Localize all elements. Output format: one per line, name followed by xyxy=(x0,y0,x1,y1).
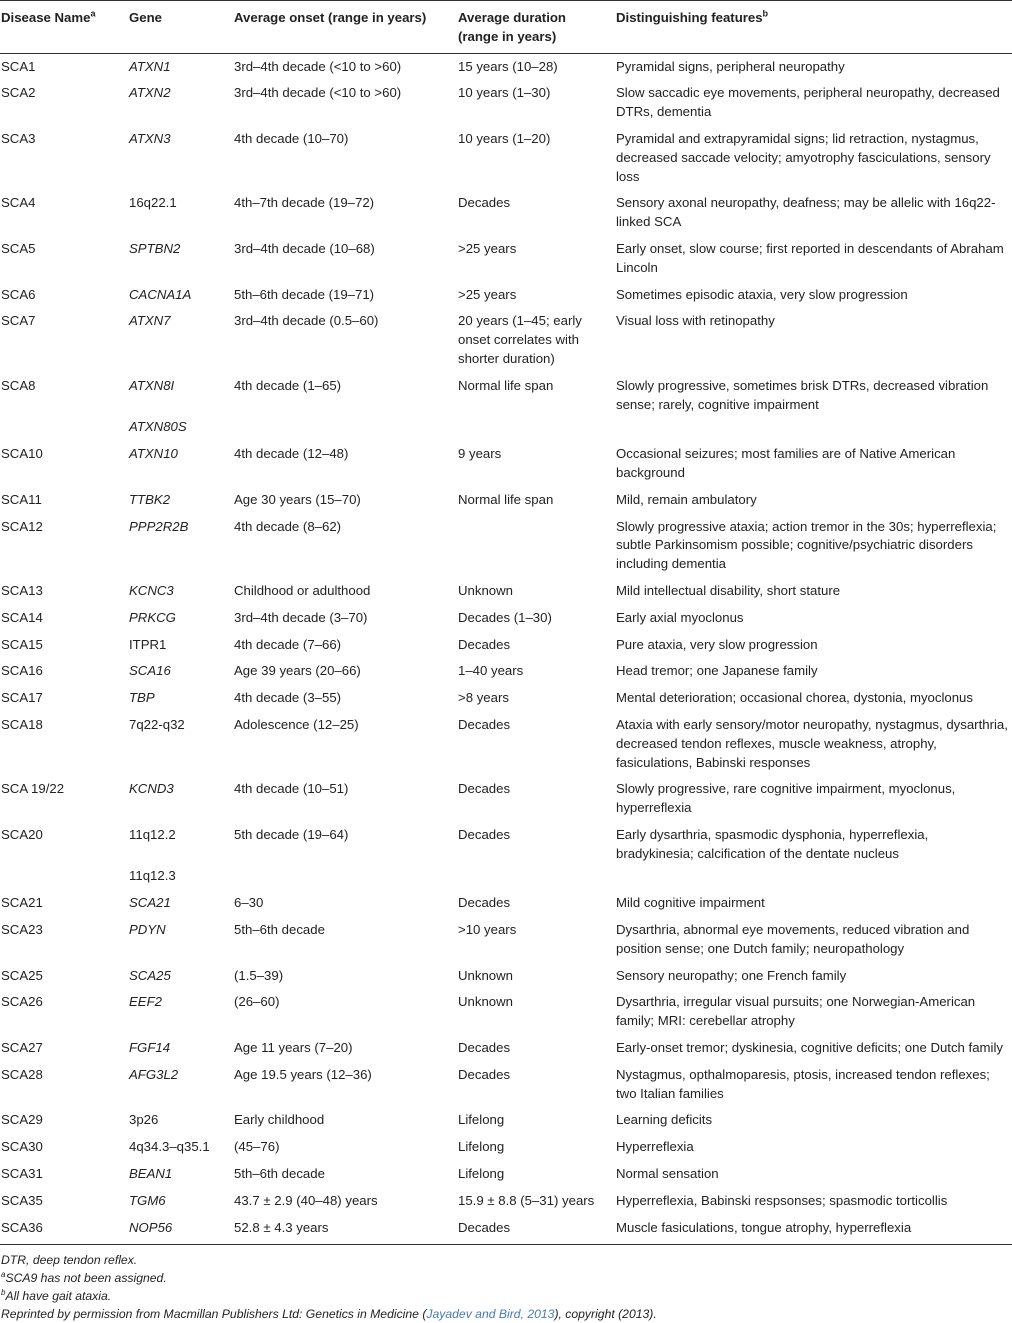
cell-onset: 5th–6th decade xyxy=(234,922,325,938)
cell-disease: SCA26 xyxy=(1,994,43,1010)
footnote-marker-b: b xyxy=(762,8,769,19)
cell-features: Sometimes episodic ataxia, very slow progression xyxy=(616,286,908,302)
cell-duration: >25 years xyxy=(458,240,517,256)
cell-onset: 4th decade (1–65) xyxy=(234,377,342,393)
cell-onset: Early childhood xyxy=(234,1112,325,1128)
cell-disease: SCA23 xyxy=(1,922,43,938)
footnote-reprint: Reprinted by permission from Macmillan Publishers Ltd: Genetics in Medicine (Jayadev and Bird, 2013), copyright (2013). xyxy=(1,1307,657,1322)
cell-features: Dysarthria, irregular visual pursuits; one Norwegian-American family; MRI: cerebellar atrophy xyxy=(616,994,976,1029)
table-row xyxy=(0,658,1012,685)
cell-onset: 3rd–4th decade (<10 to >60) xyxy=(234,58,402,74)
cell-gene: SPTBN2 xyxy=(129,240,181,256)
cell-gene: ATXN1 xyxy=(129,58,171,74)
cell-disease: SCA15 xyxy=(1,636,43,652)
cell-gene: ATXN80S xyxy=(129,419,187,435)
cell-gene: ATXN8I xyxy=(129,377,175,393)
table-body xyxy=(0,53,1012,1245)
citation-link[interactable]: Jayadev and Bird, 2013 xyxy=(426,1307,555,1322)
cell-features: Hyperreflexia xyxy=(616,1139,694,1155)
cell-features: Mild intellectual disability, short stature xyxy=(616,582,841,598)
cell-gene: 4q34.3–q35.1 xyxy=(129,1139,210,1155)
cell-features: Early onset, slow course; first reported in descendants of Abraham Lincoln xyxy=(616,240,1004,275)
cell-disease: SCA29 xyxy=(1,1112,43,1128)
cell-duration: 15 years (10–28) xyxy=(458,58,558,74)
cell-duration: Decades xyxy=(458,1040,511,1056)
cell-duration: Lifelong xyxy=(458,1112,505,1128)
cell-features: Head tremor; one Japanese family xyxy=(616,663,818,679)
table-row xyxy=(0,776,1012,822)
cell-onset: 5th–6th decade (19–71) xyxy=(234,286,375,302)
table-row xyxy=(0,1161,1012,1188)
cell-duration: Lifelong xyxy=(458,1139,505,1155)
cell-gene: PRKCG xyxy=(129,609,176,625)
cell-onset: 4th decade (7–66) xyxy=(234,636,342,652)
cell-features: Mental deterioration; occasional chorea, dystonia, myoclonus xyxy=(616,690,973,706)
cell-duration: Decades xyxy=(458,781,511,797)
cell-onset: (1.5–39) xyxy=(234,967,284,983)
cell-duration: Unknown xyxy=(458,994,513,1010)
cell-gene: KCND3 xyxy=(129,781,174,797)
cell-onset: 4th decade (8–62) xyxy=(234,518,342,534)
footnote-marker-a: a xyxy=(90,8,96,19)
cell-duration: Decades xyxy=(454,1215,612,1245)
cell-disease: SCA7 xyxy=(1,313,36,329)
cell-gene: BEAN1 xyxy=(129,1166,173,1182)
cell-disease: SCA10 xyxy=(1,446,43,462)
header-gene: Gene xyxy=(123,1,230,54)
cell-duration: Decades xyxy=(458,636,511,652)
header-row xyxy=(0,1,1012,54)
table-row xyxy=(0,685,1012,712)
cell-features: Mild cognitive impairment xyxy=(616,895,765,911)
cell-disease: SCA14 xyxy=(1,609,43,625)
footnote-b: $^b$All have gait ataxia. xyxy=(1,1288,112,1304)
table-row xyxy=(0,1134,1012,1161)
table-row xyxy=(0,712,1012,776)
header-features: Distinguishing features$^b$ xyxy=(612,1,1012,54)
cell-onset: Age 30 years (15–70) xyxy=(234,491,361,507)
cell-disease xyxy=(0,418,123,441)
cell-disease: SCA 19/22 xyxy=(1,781,65,797)
cell-gene: ATXN3 xyxy=(129,130,171,146)
cell-features: Dysarthria, abnormal eye movements, reduced vibration and position sense; one Dutch family; neuropathology xyxy=(616,922,970,956)
table-row xyxy=(0,605,1012,632)
cell-onset: Age 11 years (7–20) xyxy=(234,1040,353,1056)
cell-onset: 4th–7th decade (19–72) xyxy=(234,195,375,211)
cell-gene: TBP xyxy=(129,690,155,706)
cell-duration: Decades xyxy=(458,716,511,732)
cell-onset: 4th decade (10–70) xyxy=(234,130,349,146)
cell-disease: SCA21 xyxy=(1,895,43,911)
cell-features: Visual loss with retinopathy xyxy=(616,313,775,329)
cell-features: Slow saccadic eye movements, peripheral neuropathy, decreased DTRs, dementia xyxy=(616,85,1000,120)
cell-duration: Decades xyxy=(458,1066,511,1082)
cell-features: Pyramidal signs, peripheral neuropathy xyxy=(616,58,845,74)
cell-onset: 52.8 ± 4.3 years xyxy=(230,1215,454,1245)
cell-gene: SCA21 xyxy=(129,895,171,911)
cell-features: Muscle fasiculations, tongue atrophy, hyperreflexia xyxy=(612,1215,1012,1245)
cell-duration: Decades (1–30) xyxy=(458,609,552,625)
cell-onset: 4th decade (12–48) xyxy=(234,446,349,462)
cell-gene: ITPR1 xyxy=(129,636,167,652)
cell-gene: ATXN7 xyxy=(129,313,171,329)
cell-onset: Age 19.5 years (12–36) xyxy=(234,1066,372,1082)
cell-features: Mild, remain ambulatory xyxy=(616,491,757,507)
cell-onset xyxy=(230,867,454,890)
cell-gene: PPP2R2B xyxy=(129,518,189,534)
cell-gene: 3p26 xyxy=(129,1112,159,1128)
cell-disease: SCA12 xyxy=(1,518,43,534)
table-row xyxy=(0,578,1012,605)
table-row xyxy=(0,632,1012,659)
cell-features: Pyramidal and extrapyramidal signs; lid retraction, nystagmus, decreased saccade velocity; amyotrophy fasciculations, sensory loss xyxy=(616,130,991,184)
table-row xyxy=(0,487,1012,514)
header-onset: Average onset (range in years) xyxy=(230,1,454,54)
table-row xyxy=(0,126,1012,190)
cell-duration: Lifelong xyxy=(458,1166,505,1182)
cell-duration: Decades xyxy=(458,895,511,911)
cell-features: Hyperreflexia, Babinski respsonses; spasmodic torticollis xyxy=(616,1192,948,1208)
cell-duration: >25 years xyxy=(458,286,517,302)
cell-onset: 3rd–4th decade (10–68) xyxy=(234,240,375,256)
cell-disease: SCA30 xyxy=(1,1139,43,1155)
cell-gene: PDYN xyxy=(129,922,166,938)
table-row xyxy=(0,80,1012,126)
cell-features: Ataxia with early sensory/motor neuropathy, nystagmus, dysarthria, decreased tendon reflexes, muscle weakness, atrophy, fasiculations, Babinski responses xyxy=(616,716,1008,770)
cell-gene: AFG3L2 xyxy=(129,1066,179,1082)
cell-onset: 4th decade (3–55) xyxy=(234,690,342,706)
cell-features: Slowly progressive, rare cognitive impairment, myoclonus, hyperreflexia xyxy=(616,781,956,816)
cell-gene: 11q12.3 xyxy=(129,868,176,884)
cell-disease: SCA4 xyxy=(1,195,36,211)
table-row xyxy=(0,1062,1012,1108)
cell-duration: 10 years (1–30) xyxy=(458,85,551,101)
cell-gene: TGM6 xyxy=(129,1192,166,1208)
cell-disease: SCA2 xyxy=(1,85,36,101)
cell-gene: EEF2 xyxy=(129,994,162,1010)
cell-gene: FGF14 xyxy=(129,1040,171,1056)
cell-features: Slowly progressive, sometimes brisk DTRs, decreased vibration sense; rarely, cognitive impairment xyxy=(616,377,989,412)
cell-disease: SCA20 xyxy=(1,826,43,842)
cell-duration: Decades xyxy=(458,826,511,842)
cell-gene: SCA16 xyxy=(129,663,171,679)
cell-duration: 15.9 ± 8.8 (5–31) years xyxy=(458,1192,595,1208)
cell-features: Learning deficits xyxy=(616,1112,713,1128)
cell-disease xyxy=(0,867,123,890)
cell-duration xyxy=(454,418,612,441)
cell-disease: SCA35 xyxy=(1,1192,43,1208)
cell-disease: SCA25 xyxy=(1,967,43,983)
cell-features: Slowly progressive ataxia; action tremor in the 30s; hyperreflexia; subtle Parkinsomism possible; cognitive/psychiatric disorders including dementia xyxy=(616,518,997,572)
cell-disease: SCA31 xyxy=(1,1166,43,1182)
footnote-a: $^a$SCA9 has not been assigned. xyxy=(1,1270,167,1286)
cell-features: Occasional seizures; most families are of Native American background xyxy=(616,446,956,480)
cell-duration: Unknown xyxy=(458,582,513,598)
cell-onset: Childhood or adulthood xyxy=(234,582,371,598)
table-row xyxy=(0,1107,1012,1134)
table-row xyxy=(0,917,1012,963)
cell-onset: (45–76) xyxy=(234,1139,280,1155)
table-row xyxy=(0,190,1012,236)
cell-duration: 1–40 years xyxy=(458,663,524,679)
cell-disease: SCA36 xyxy=(0,1215,123,1245)
table-row xyxy=(0,1215,1012,1245)
cell-disease: SCA11 xyxy=(1,491,42,507)
table-row xyxy=(0,514,1012,578)
cell-duration: 10 years (1–20) xyxy=(458,130,551,146)
cell-duration: Decades xyxy=(458,195,511,211)
cell-disease: SCA6 xyxy=(1,286,36,302)
cell-gene: NOP56 xyxy=(123,1215,230,1245)
cell-disease: SCA5 xyxy=(1,240,36,256)
cell-features xyxy=(612,867,1012,890)
cell-duration xyxy=(454,867,612,890)
cell-features: Early axial myoclonus xyxy=(616,609,744,625)
table-row xyxy=(0,236,1012,282)
table-header xyxy=(0,1,1012,54)
cell-features: Sensory neuropathy; one French family xyxy=(616,967,847,983)
cell-gene: ATXN2 xyxy=(129,85,171,101)
table-row xyxy=(0,963,1012,990)
footnotes xyxy=(0,1245,1012,1323)
cell-onset: Age 39 years (20–66) xyxy=(234,663,361,679)
cell-features: Early-onset tremor; dyskinesia, cognitive deficits; one Dutch family xyxy=(616,1040,1003,1056)
cell-gene: 7q22-q32 xyxy=(129,716,185,732)
table-row xyxy=(0,1035,1012,1062)
cell-gene: TTBK2 xyxy=(129,491,171,507)
table-row xyxy=(0,822,1012,868)
cell-onset: Adolescence (12–25) xyxy=(234,716,359,732)
cell-features: Early dysarthria, spasmodic dysphonia, hyperreflexia, bradykinesia; calcification of the dentate nucleus xyxy=(616,826,929,861)
cell-gene: 11q12.2 xyxy=(129,826,176,842)
cell-disease: SCA8 xyxy=(1,377,36,393)
table-row xyxy=(0,373,1012,419)
cell-duration: >8 years xyxy=(458,690,509,706)
cell-gene: 16q22.1 xyxy=(129,195,177,211)
table-row xyxy=(0,441,1012,487)
cell-duration: 9 years xyxy=(458,446,502,462)
cell-onset: 3rd–4th decade (0.5–60) xyxy=(234,313,379,329)
cell-onset xyxy=(230,418,454,441)
cell-duration: 20 years (1–45; early onset correlates with shorter duration) xyxy=(458,313,582,366)
table-row xyxy=(0,53,1012,80)
cell-disease: SCA27 xyxy=(1,1040,43,1056)
cell-gene: ATXN10 xyxy=(129,446,178,462)
cell-gene: SCA25 xyxy=(129,967,171,983)
cell-onset: 4th decade (10–51) xyxy=(234,781,349,797)
cell-features: Sensory axonal neuropathy, deafness; may be allelic with 16q22-linked SCA xyxy=(616,195,996,230)
header-disease: Disease Name$^a$ xyxy=(0,1,123,54)
cell-duration: Unknown xyxy=(458,967,513,983)
cell-disease: SCA16 xyxy=(1,663,43,679)
cell-disease: SCA3 xyxy=(1,130,36,146)
cell-onset: (26–60) xyxy=(234,994,280,1010)
cell-onset: 3rd–4th decade (<10 to >60) xyxy=(234,85,402,101)
cell-onset: 5th–6th decade xyxy=(234,1166,325,1182)
cell-onset: 5th decade (19–64) xyxy=(234,826,349,842)
cell-duration: >10 years xyxy=(458,922,517,938)
cell-onset: 3rd–4th decade (3–70) xyxy=(234,609,368,625)
cell-gene: KCNC3 xyxy=(129,582,174,598)
cell-disease: SCA28 xyxy=(1,1066,43,1082)
cell-features: Nystagmus, opthalmoparesis, ptosis, increased tendon reflexes; two Italian families xyxy=(616,1066,990,1101)
cell-onset: 6–30 xyxy=(234,895,264,911)
footnote-dtr: DTR, deep tendon reflex. xyxy=(1,1253,138,1268)
cell-disease: SCA13 xyxy=(1,582,43,598)
table-row xyxy=(0,418,1012,441)
cell-onset: 43.7 ± 2.9 (40–48) years xyxy=(234,1192,378,1208)
cell-duration: Normal life span xyxy=(458,377,554,393)
table-row xyxy=(0,989,1012,1035)
cell-features xyxy=(612,418,1012,441)
cell-duration xyxy=(454,514,612,578)
table-row xyxy=(0,890,1012,917)
table-row xyxy=(0,1188,1012,1215)
table-row xyxy=(0,867,1012,890)
cell-duration: Normal life span xyxy=(458,491,554,507)
cell-gene: CACNA1A xyxy=(129,286,192,302)
cell-features: Normal sensation xyxy=(616,1166,719,1182)
table-row xyxy=(0,282,1012,309)
cell-features: Pure ataxia, very slow progression xyxy=(616,636,818,652)
cell-disease: SCA18 xyxy=(1,716,43,732)
cell-disease: SCA17 xyxy=(1,690,43,706)
table-row xyxy=(0,308,1012,372)
header-duration: Average duration (range in years) xyxy=(454,1,612,54)
cell-disease: SCA1 xyxy=(1,58,36,74)
